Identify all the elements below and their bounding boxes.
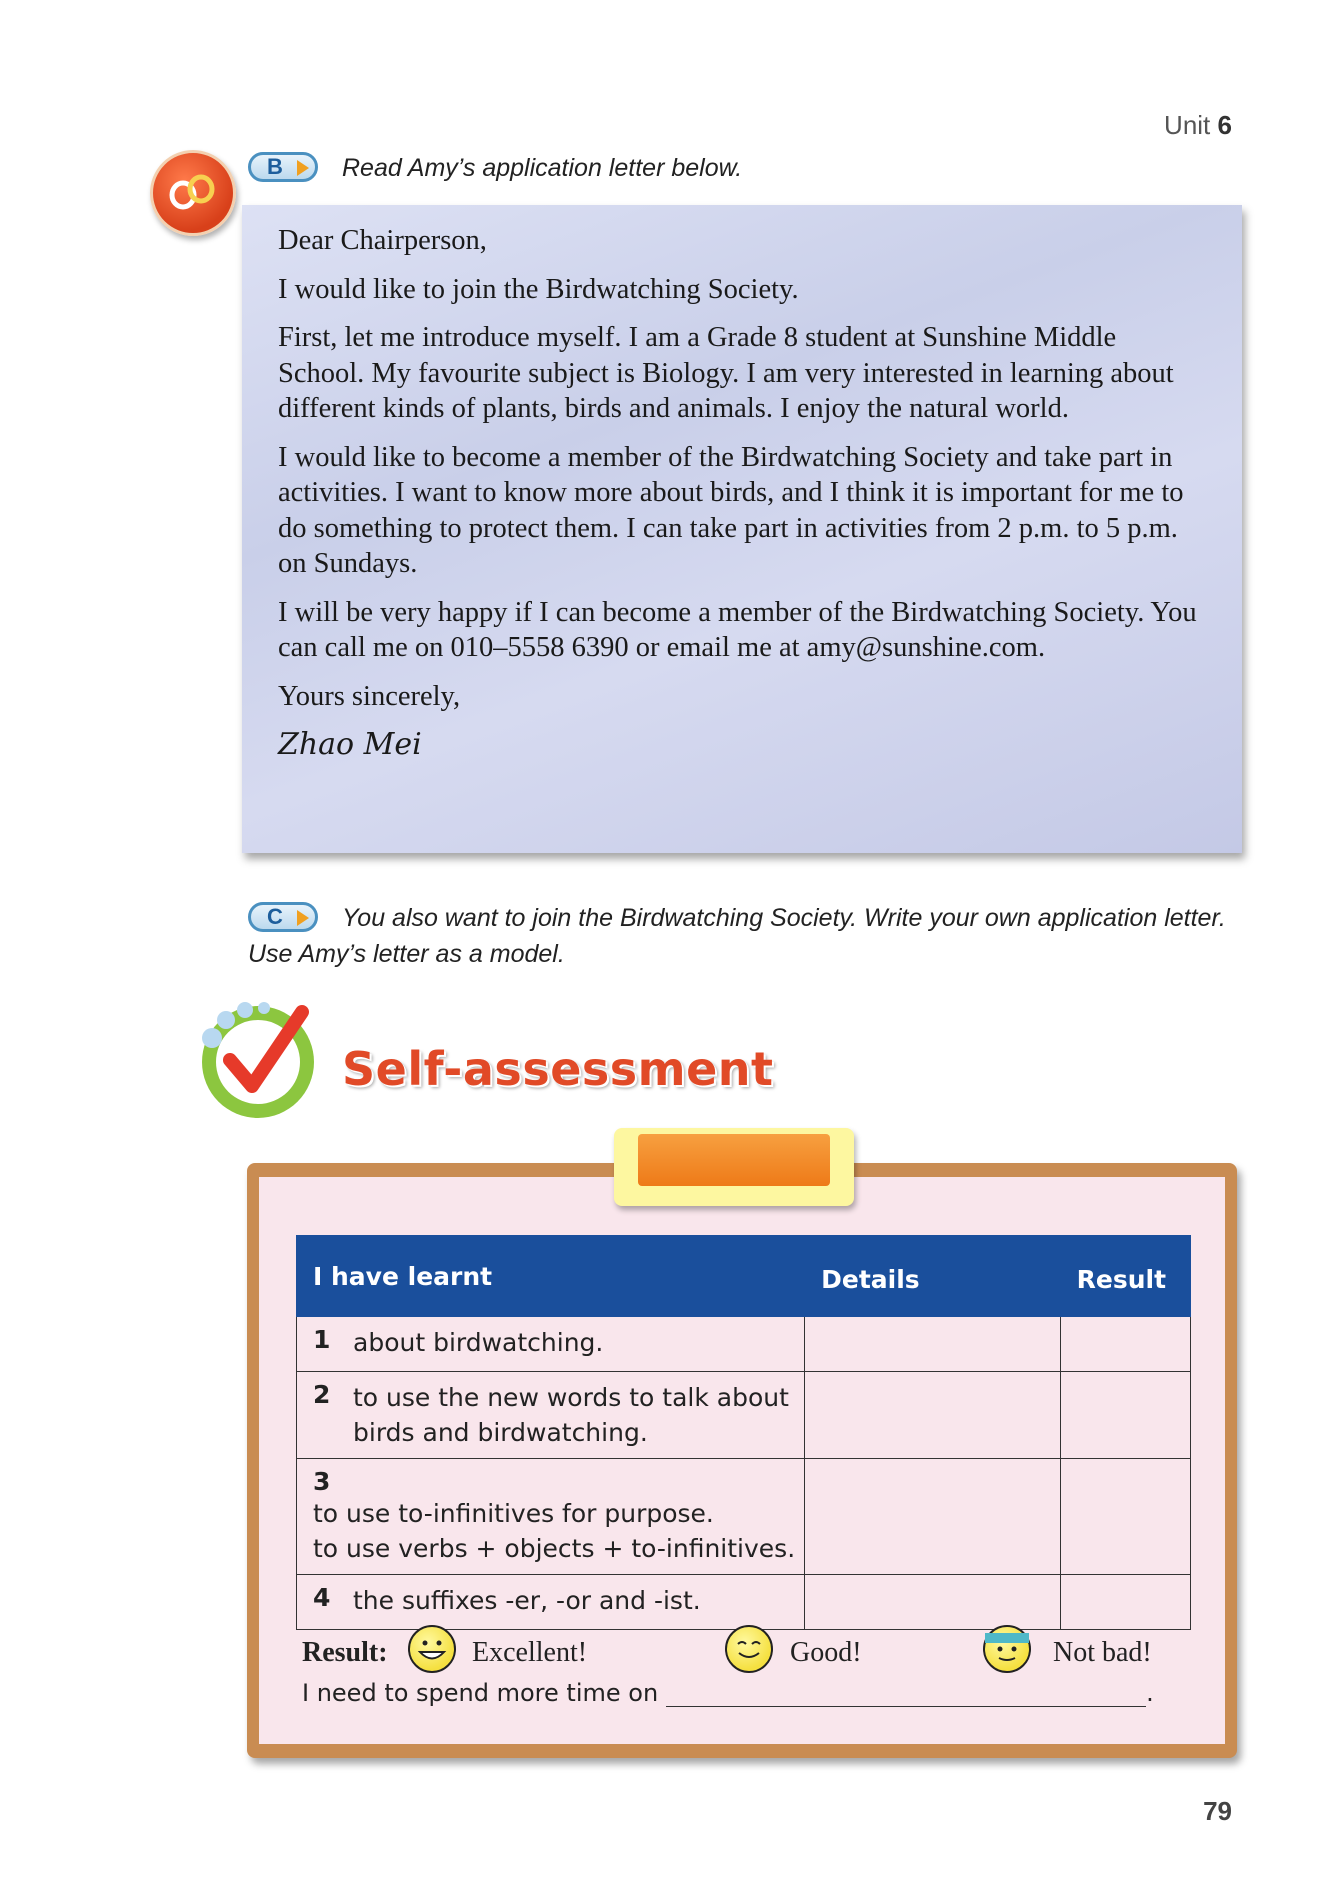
arrow-icon [297,160,309,176]
letter-paper [242,205,1242,853]
rating-excellent: Excellent! [472,1637,588,1668]
reading-icon [150,150,236,236]
result-cell[interactable] [1060,1575,1190,1630]
page-number: 79 [1203,1796,1232,1826]
details-cell[interactable] [805,1372,1061,1459]
excellent-smiley-icon[interactable] [408,1625,456,1673]
details-cell[interactable] [805,1575,1061,1630]
result-cell[interactable] [1060,1459,1190,1575]
letter-paragraph-2: First, let me introduce myself. I am a Grade 8 student at Sunshine Middle School. My favourite subject is Biology. I am very interested in learning about different kinds of plants, birds and animals. I enjoy the natural world. [278,322,1174,424]
letter-greeting: Dear Chairperson, [278,225,487,256]
not-bad-smiley-icon[interactable] [983,1625,1031,1673]
self-assessment-title: Self-assessment [342,1042,774,1096]
good-smiley-icon[interactable] [725,1625,773,1673]
rating-good: Good! [790,1637,862,1668]
section-b-badge: B [248,152,318,182]
need-more-time-line: I need to spend more time on . [302,1679,1154,1707]
rating-not-bad: Not bad! [1053,1637,1152,1668]
unit-label: Unit 6 [1164,110,1232,140]
section-c-badge: C [248,902,318,932]
blank-answer-line[interactable] [666,1678,1146,1707]
column-header-learnt: I have learnt [297,1236,805,1317]
unit-number: 6 [1217,110,1232,140]
section-c-instruction: You also want to join the Birdwatching Society. Write your own application letter. Use Amy’s letter as a model. [248,904,1226,968]
table-row: 1 about birdwatching. [297,1317,1191,1372]
letter-paragraph-3: I would like to become a member of the Birdwatching Society and take part in activities. I want to know more about birds, and I think it is important for me to do something to protect them. I can take part in activities from 2 p.m. to 5 p.m. on Sundays. [278,441,1184,579]
board-clip [614,1128,854,1206]
result-row [302,1637,388,1669]
letter-closing: Yours sincerely, [278,680,461,712]
details-cell[interactable] [805,1317,1061,1372]
column-header-details: Details [805,1236,1061,1317]
result-label: Result: [302,1637,388,1668]
table-row: 3to use to-infinitives for purpose. to use verbs + objects + to-infinitives. [297,1459,1191,1575]
column-header-result: Result [1060,1236,1190,1317]
details-cell[interactable] [805,1459,1061,1575]
table-row: 2 to use the new words to talk about birds and birdwatching. [297,1372,1191,1459]
result-cell[interactable] [1060,1372,1190,1459]
result-cell[interactable] [1060,1317,1190,1372]
letter-paragraph-4: I will be very happy if I can become a member of the Birdwatching Society. You can call me on 010–5558 6390 or email me at amy@sunshine.com. [278,596,1197,663]
section-b-instruction: Read Amy’s application letter below. [342,154,743,182]
letter-signature: Zhao Mei [278,727,422,762]
checkmark-icon [190,990,320,1120]
self-assessment-table [296,1235,1191,1630]
letter-paragraph-1: I would like to join the Birdwatching Society. [278,273,799,305]
table-row: 4 the suffixes -er, -or and -ist. [297,1575,1191,1630]
